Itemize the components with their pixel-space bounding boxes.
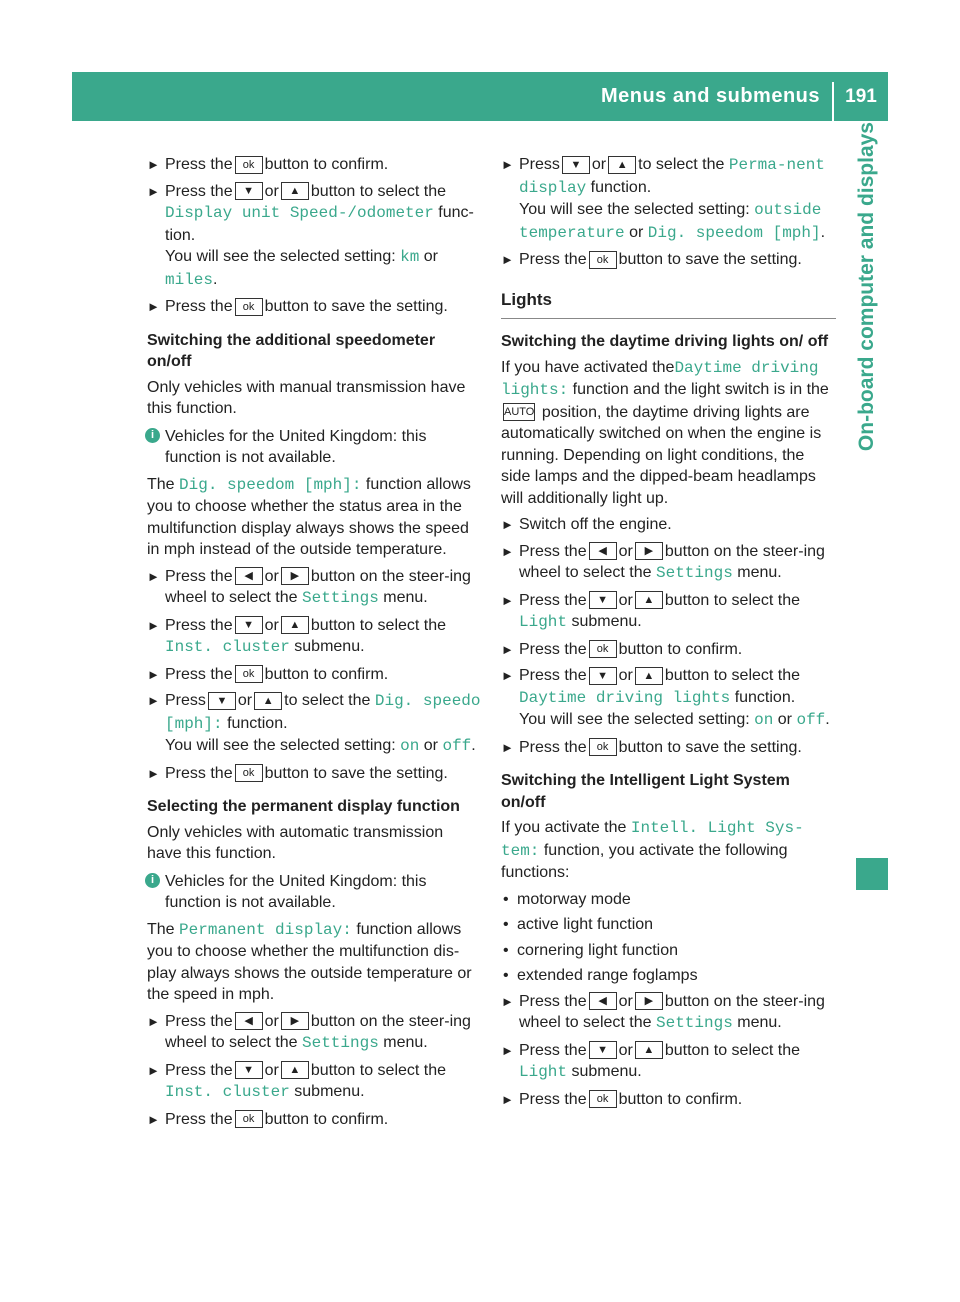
step — [501, 249, 836, 271]
text: menu. — [383, 1034, 428, 1051]
setting-value: off — [442, 737, 472, 755]
ok-key-icon: ok — [589, 640, 617, 658]
page-header — [72, 72, 888, 121]
side-tab — [846, 122, 888, 642]
text: Press the — [519, 542, 587, 560]
text: submenu. — [294, 638, 365, 655]
arrow-icon: ► — [147, 765, 160, 781]
menu-item-name: Settings — [301, 589, 379, 607]
text: button on the steer-ing wheel to select the — [165, 567, 471, 606]
text: Press the — [165, 182, 233, 200]
down-key-icon: ▼ — [235, 182, 263, 200]
text: submenu. — [571, 1063, 642, 1080]
ok-key-icon: ok — [235, 764, 263, 782]
text: The — [147, 920, 175, 938]
arrow-icon: ► — [501, 157, 514, 172]
up-key-icon: ▲ — [608, 156, 636, 174]
text: button to confirm. — [264, 665, 389, 683]
text: . — [825, 711, 830, 728]
arrow-icon: ► — [147, 693, 160, 708]
step — [501, 514, 836, 536]
step — [501, 154, 836, 244]
arrow-icon: ► — [501, 668, 514, 683]
arrow-icon: ► — [147, 1013, 160, 1029]
text: . — [213, 270, 218, 288]
text: Press the — [519, 738, 587, 756]
step — [147, 154, 482, 176]
right-key-icon: ▶ — [281, 1012, 309, 1030]
arrow-icon: ► — [501, 993, 514, 1009]
side-tab-label: On-board computer and displays — [855, 122, 878, 452]
text: Press the — [519, 992, 587, 1010]
up-key-icon: ▲ — [281, 1061, 309, 1079]
text: You will see the selected setting: — [519, 201, 750, 218]
section-heading: Switching the Intelligent Light System on/off — [501, 772, 790, 811]
up-key-icon: ▲ — [281, 616, 309, 634]
text: or — [264, 182, 279, 200]
info-icon: i — [145, 873, 160, 888]
text: Press the — [519, 1090, 587, 1108]
up-key-icon: ▲ — [635, 591, 663, 609]
setting-value: miles — [165, 270, 214, 289]
text: You will see the selected setting: — [519, 711, 750, 728]
paragraph: Only vehicles with automatic transmission have this function. — [147, 823, 444, 862]
menu-item-name: Inst. cluster — [165, 1083, 290, 1101]
text: . — [820, 223, 826, 241]
step — [501, 1040, 836, 1084]
text: menu. — [383, 589, 428, 606]
down-key-icon: ▼ — [562, 156, 590, 174]
text: Switch off the engine. — [519, 516, 672, 533]
arrow-icon: ► — [501, 252, 514, 267]
down-key-icon: ▼ — [235, 616, 263, 634]
text: function. — [590, 178, 652, 196]
text: position, the daytime driving lights are automatically switched on when the engine is running. Depending on light conditions, the side lamps and the dipped-beam headlamps will additionally light up. — [501, 403, 822, 507]
page-number: 191 — [845, 86, 877, 107]
paragraph — [501, 817, 836, 884]
text: Press — [519, 156, 560, 173]
text: or — [264, 567, 279, 585]
setting-value: off — [796, 711, 826, 729]
info-icon: i — [145, 428, 160, 443]
text: cornering light function — [517, 941, 678, 959]
arrow-icon: ► — [501, 1042, 514, 1058]
text: If you have activated the — [501, 358, 675, 376]
text: button to save the setting. — [618, 251, 802, 268]
text: Press the — [165, 298, 233, 315]
text: function. — [734, 688, 796, 706]
step — [501, 590, 836, 634]
step — [501, 1089, 836, 1111]
text: or — [423, 737, 439, 754]
step — [147, 664, 482, 686]
text: button to select the — [310, 1061, 447, 1079]
text: button to save the setting. — [264, 764, 448, 782]
menu-item-name: Dig. speedo [mph]: — [165, 692, 481, 733]
text: Press — [165, 692, 206, 709]
text: Press the — [165, 1012, 233, 1030]
left-column — [147, 154, 482, 1135]
ok-key-icon: ok — [589, 251, 617, 269]
text: Press the — [519, 667, 587, 684]
list-item — [501, 914, 836, 936]
menu-item-name: Settings — [655, 1014, 733, 1032]
text: function allows you to choose whether the status area in the multifunction display always shows the speed in mph instead of the outside temperature. — [147, 475, 471, 558]
step — [147, 1060, 482, 1104]
bullet-icon: • — [503, 967, 509, 984]
text: function and the light switch is in the — [572, 381, 829, 398]
arrow-icon: ► — [147, 568, 160, 584]
text: button to save the setting. — [264, 298, 448, 315]
arrow-icon: ► — [147, 183, 160, 199]
text: menu. — [737, 564, 782, 581]
text: motorway mode — [517, 890, 631, 908]
right-column — [501, 154, 836, 1115]
ok-key-icon: ok — [235, 665, 263, 683]
ok-key-icon: ok — [235, 298, 263, 316]
text: submenu. — [571, 613, 642, 630]
step — [147, 763, 482, 785]
text: or — [264, 1061, 279, 1079]
text: func-tion. — [165, 204, 474, 244]
arrow-icon: ► — [147, 157, 160, 172]
step — [147, 1109, 482, 1131]
list-item — [501, 940, 836, 962]
arrow-icon: ► — [501, 739, 514, 755]
step — [147, 615, 482, 659]
arrow-icon: ► — [501, 1091, 514, 1107]
info-note — [147, 426, 482, 469]
left-key-icon: ◀ — [235, 1012, 263, 1030]
arrow-icon: ► — [501, 592, 514, 608]
text: Press the — [165, 1110, 233, 1128]
list-item — [501, 889, 836, 911]
text: button to select the — [664, 591, 801, 609]
text: or — [777, 711, 793, 728]
text: The — [147, 475, 175, 493]
arrow-icon: ► — [147, 1062, 160, 1078]
left-key-icon: ◀ — [589, 992, 617, 1010]
text: or — [264, 1012, 279, 1030]
down-key-icon: ▼ — [589, 1041, 617, 1059]
note-text: Vehicles for the United Kingdom: this function is not available. — [165, 872, 427, 911]
section-heading: Switching the daytime driving lights on/ off — [501, 333, 829, 350]
text: Press the — [165, 567, 233, 585]
text: active light function — [517, 916, 654, 933]
menu-item-name: Display unit Speed-/odometer — [165, 204, 434, 222]
up-key-icon: ▲ — [254, 692, 282, 710]
text: button on the steer-ing wheel to select the — [519, 992, 825, 1031]
menu-item-name: Light — [519, 613, 568, 631]
section-heading: Selecting the permanent display function — [147, 798, 460, 815]
menu-item-name: Perma-nent display — [519, 156, 825, 197]
text: Press the — [165, 616, 233, 634]
left-key-icon: ◀ — [235, 567, 263, 585]
step — [501, 991, 836, 1035]
text: or — [618, 667, 633, 684]
right-key-icon: ▶ — [635, 992, 663, 1010]
menu-item-name: Inst. cluster — [165, 638, 290, 656]
text: or — [237, 692, 253, 709]
arrow-icon: ► — [147, 666, 160, 682]
arrow-icon: ► — [501, 641, 514, 657]
bullet-icon: • — [503, 941, 509, 959]
menu-item-name: Settings — [655, 564, 733, 582]
text: button to select the — [664, 1041, 801, 1059]
arrow-icon: ► — [147, 617, 160, 633]
menu-item-name: Daytime driving lights — [519, 688, 731, 707]
step — [147, 1011, 482, 1055]
bullet-icon: • — [503, 916, 509, 933]
text: Press the — [519, 591, 587, 609]
down-key-icon: ▼ — [589, 667, 617, 685]
step — [147, 296, 482, 318]
ok-key-icon: ok — [589, 738, 617, 756]
text: Press the — [519, 640, 587, 658]
text: function, you activate the following functions: — [501, 841, 788, 881]
text: Press the — [165, 764, 233, 782]
text: If you activate the — [501, 819, 627, 836]
text: button on the steer-ing wheel to select the — [519, 542, 825, 581]
step — [501, 541, 836, 585]
setting-value: outside temperature — [519, 201, 822, 242]
text: button to confirm. — [264, 156, 389, 173]
step — [501, 665, 836, 732]
step — [147, 566, 482, 610]
up-key-icon: ▲ — [635, 667, 663, 685]
text: button to confirm. — [618, 1090, 743, 1108]
arrow-icon: ► — [501, 543, 514, 559]
left-key-icon: ◀ — [589, 542, 617, 560]
text: button to select the — [310, 182, 447, 200]
text: Press the — [165, 156, 233, 173]
down-key-icon: ▼ — [589, 591, 617, 609]
header-title: Menus and submenus — [600, 85, 820, 107]
text: You will see the selected setting: — [165, 248, 396, 265]
text: to select the — [638, 156, 725, 173]
text: to select the — [284, 692, 371, 709]
auto-key-icon: AUTO — [503, 403, 535, 421]
arrow-icon: ► — [501, 517, 514, 532]
up-key-icon: ▲ — [635, 1041, 663, 1059]
setting-value: km — [400, 248, 420, 266]
text: or — [264, 616, 279, 634]
paragraph — [501, 357, 836, 510]
section-title-lights: Lights — [501, 289, 836, 320]
text: function allows you to choose whether the multifunction dis-play always shows the outside temperature or the speed in mph. — [147, 920, 472, 1003]
step — [147, 181, 482, 292]
ok-key-icon: ok — [235, 156, 263, 174]
paragraph — [147, 919, 482, 1006]
paragraph: Only vehicles with manual transmission have this function. — [147, 378, 466, 417]
right-key-icon: ▶ — [635, 542, 663, 560]
note-text: Vehicles for the United Kingdom: this function is not available. — [165, 427, 427, 466]
menu-item-name: Light — [519, 1063, 568, 1081]
text: or — [423, 248, 439, 265]
menu-item-name: Daytime driving lights: — [501, 358, 819, 399]
text: Press the — [519, 1041, 587, 1059]
ok-key-icon: ok — [235, 1110, 263, 1128]
menu-item-name: Intell. Light Sys-tem: — [501, 819, 804, 860]
text: or — [591, 156, 607, 173]
down-key-icon: ▼ — [235, 1061, 263, 1079]
text: or — [618, 1041, 633, 1059]
setting-value: on — [400, 737, 420, 755]
step — [147, 690, 482, 758]
step — [501, 639, 836, 661]
text: button to confirm. — [618, 640, 743, 658]
text: function. — [227, 714, 288, 732]
text: or — [618, 591, 633, 609]
text: . — [471, 737, 476, 754]
setting-value: Dig. speedom [mph] — [647, 223, 821, 242]
text: button on the steer-ing wheel to select the — [165, 1012, 471, 1051]
text: button to save the setting. — [618, 738, 802, 756]
section-heading: Switching the additional speedometer on/off — [147, 331, 436, 370]
menu-item-name: Permanent display: — [179, 920, 352, 939]
text: button to select the — [664, 667, 801, 684]
text: You will see the selected setting: — [165, 737, 396, 754]
step — [501, 737, 836, 759]
setting-value: on — [754, 711, 774, 729]
text: or — [618, 992, 633, 1010]
right-key-icon: ▶ — [281, 567, 309, 585]
arrow-icon: ► — [147, 1111, 160, 1127]
text: Press the — [519, 251, 587, 268]
text: or — [618, 542, 633, 560]
text: menu. — [737, 1014, 782, 1031]
text: extended range foglamps — [517, 967, 698, 984]
arrow-icon: ► — [147, 299, 160, 314]
text: Press the — [165, 1061, 233, 1079]
text: Press the — [165, 665, 233, 683]
ok-key-icon: ok — [589, 1090, 617, 1108]
bullet-icon: • — [503, 890, 509, 908]
text: submenu. — [294, 1083, 365, 1100]
text: button to select the — [310, 616, 447, 634]
text: button to confirm. — [264, 1110, 389, 1128]
paragraph — [147, 474, 482, 561]
down-key-icon: ▼ — [208, 692, 236, 710]
up-key-icon: ▲ — [281, 182, 309, 200]
menu-item-name: Dig. speedom [mph]: — [179, 475, 362, 494]
list-item — [501, 965, 836, 987]
menu-item-name: Settings — [301, 1034, 379, 1052]
text: or — [629, 223, 644, 241]
side-marker — [856, 858, 888, 890]
info-note — [147, 871, 482, 914]
